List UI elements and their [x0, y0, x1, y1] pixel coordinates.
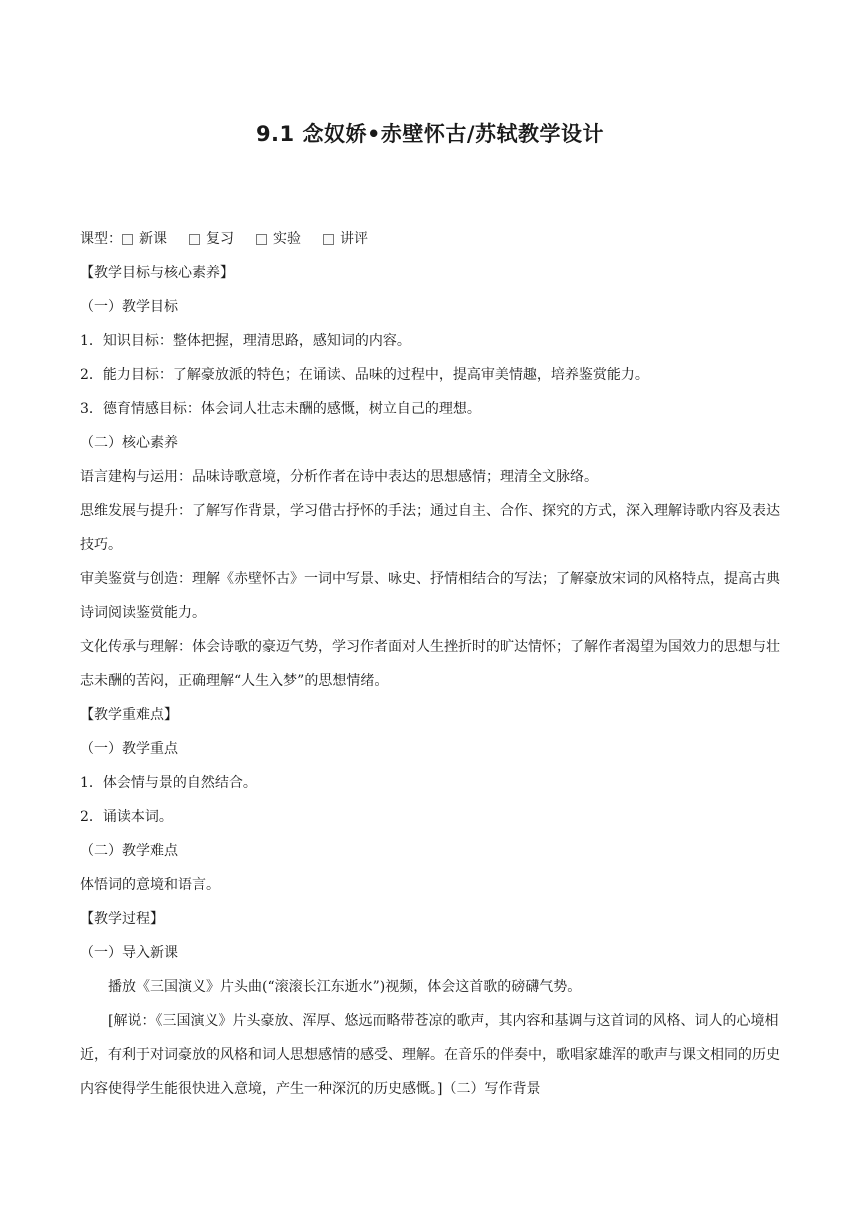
course-option-review[interactable] — [189, 222, 234, 256]
explanation-paragraph: [解说：《三国演义》片头豪放、浑厚、悠远而略带苍凉的歌声，其内容和基调与这首词的风格、词人的心境相近，有利于对词豪放的风格和词人思想感情的感受、理解。在音乐的伴奏中，歌唱家雄浑的歌声与课文相同的历史内容使得学生能很快进入意境，产生一种深沉的历史感慨。]（二）写作背景 — [80, 1013, 780, 1097]
course-type-row — [80, 222, 780, 256]
document-body — [80, 222, 780, 1106]
literacy-item: 审美鉴赏与创造：理解《赤壁怀古》一词中写景、咏史、抒情相结合的写法；了解豪放宋词的风格特点，提高古典诗词阅读鉴赏能力。 — [80, 571, 780, 621]
difficulty-item: 体悟词的意境和语言。 — [80, 877, 220, 893]
literacy-item: 文化传承与理解：体会诗歌的豪迈气势，学习作者面对人生挫折时的旷达情怀；了解作者渴望为国效力的思想与壮志未酬的苦闷，正确理解“人生入梦”的思想情绪。 — [80, 639, 780, 689]
literacy-item: 思维发展与提升：了解写作背景，学习借古抒怀的手法；通过自主、合作、探究的方式，深入理解诗歌内容及表达技巧。 — [80, 503, 780, 553]
document-title: 9.1 念奴娇•赤壁怀古/苏轼教学设计 — [255, 122, 605, 146]
intro-paragraph: 播放《三国演义》片头曲(“滚滚长江东逝水”)视频，体会这首歌的磅礴气势。 — [108, 979, 582, 995]
checkbox-icon[interactable] — [122, 234, 133, 245]
course-option-label: 新课 — [139, 231, 167, 247]
course-option-label: 实验 — [273, 231, 301, 247]
checkbox-icon[interactable] — [256, 234, 267, 245]
course-option-label: 讲评 — [340, 231, 368, 247]
course-option-comment[interactable] — [323, 222, 368, 256]
section-heading: 【教学重难点】 — [80, 707, 178, 723]
subsection-heading: （一）导入新课 — [80, 945, 178, 961]
subsection-heading: （二）教学难点 — [80, 843, 178, 859]
literacy-item: 语言建构与运用：品味诗歌意境，分析作者在诗中表达的思想感情；理清全文脉络。 — [80, 469, 598, 485]
checkbox-icon[interactable] — [189, 234, 200, 245]
course-option-label: 复习 — [206, 231, 234, 247]
checkbox-icon[interactable] — [323, 234, 334, 245]
key-item: 1．体会情与景的自然结合。 — [80, 775, 257, 791]
section-heading: 【教学过程】 — [80, 911, 164, 927]
subsection-heading: （一）教学目标 — [80, 299, 178, 315]
subsection-heading: （二）核心素养 — [80, 435, 178, 451]
course-option-experiment[interactable] — [256, 222, 301, 256]
course-option-new[interactable] — [122, 222, 167, 256]
goal-item: 3．德育情感目标：体会词人壮志未酬的感慨，树立自己的理想。 — [80, 401, 481, 417]
key-item: 2．诵读本词。 — [80, 809, 173, 825]
subsection-heading: （一）教学重点 — [80, 741, 178, 757]
goal-item: 1．知识目标：整体把握，理清思路，感知词的内容。 — [80, 333, 411, 349]
course-type-label: 课型： — [80, 231, 122, 247]
section-heading: 【教学目标与核心素养】 — [80, 265, 234, 281]
goal-item: 2．能力目标：了解豪放派的特色；在诵读、品味的过程中，提高审美情趣，培养鉴赏能力。 — [80, 367, 649, 383]
